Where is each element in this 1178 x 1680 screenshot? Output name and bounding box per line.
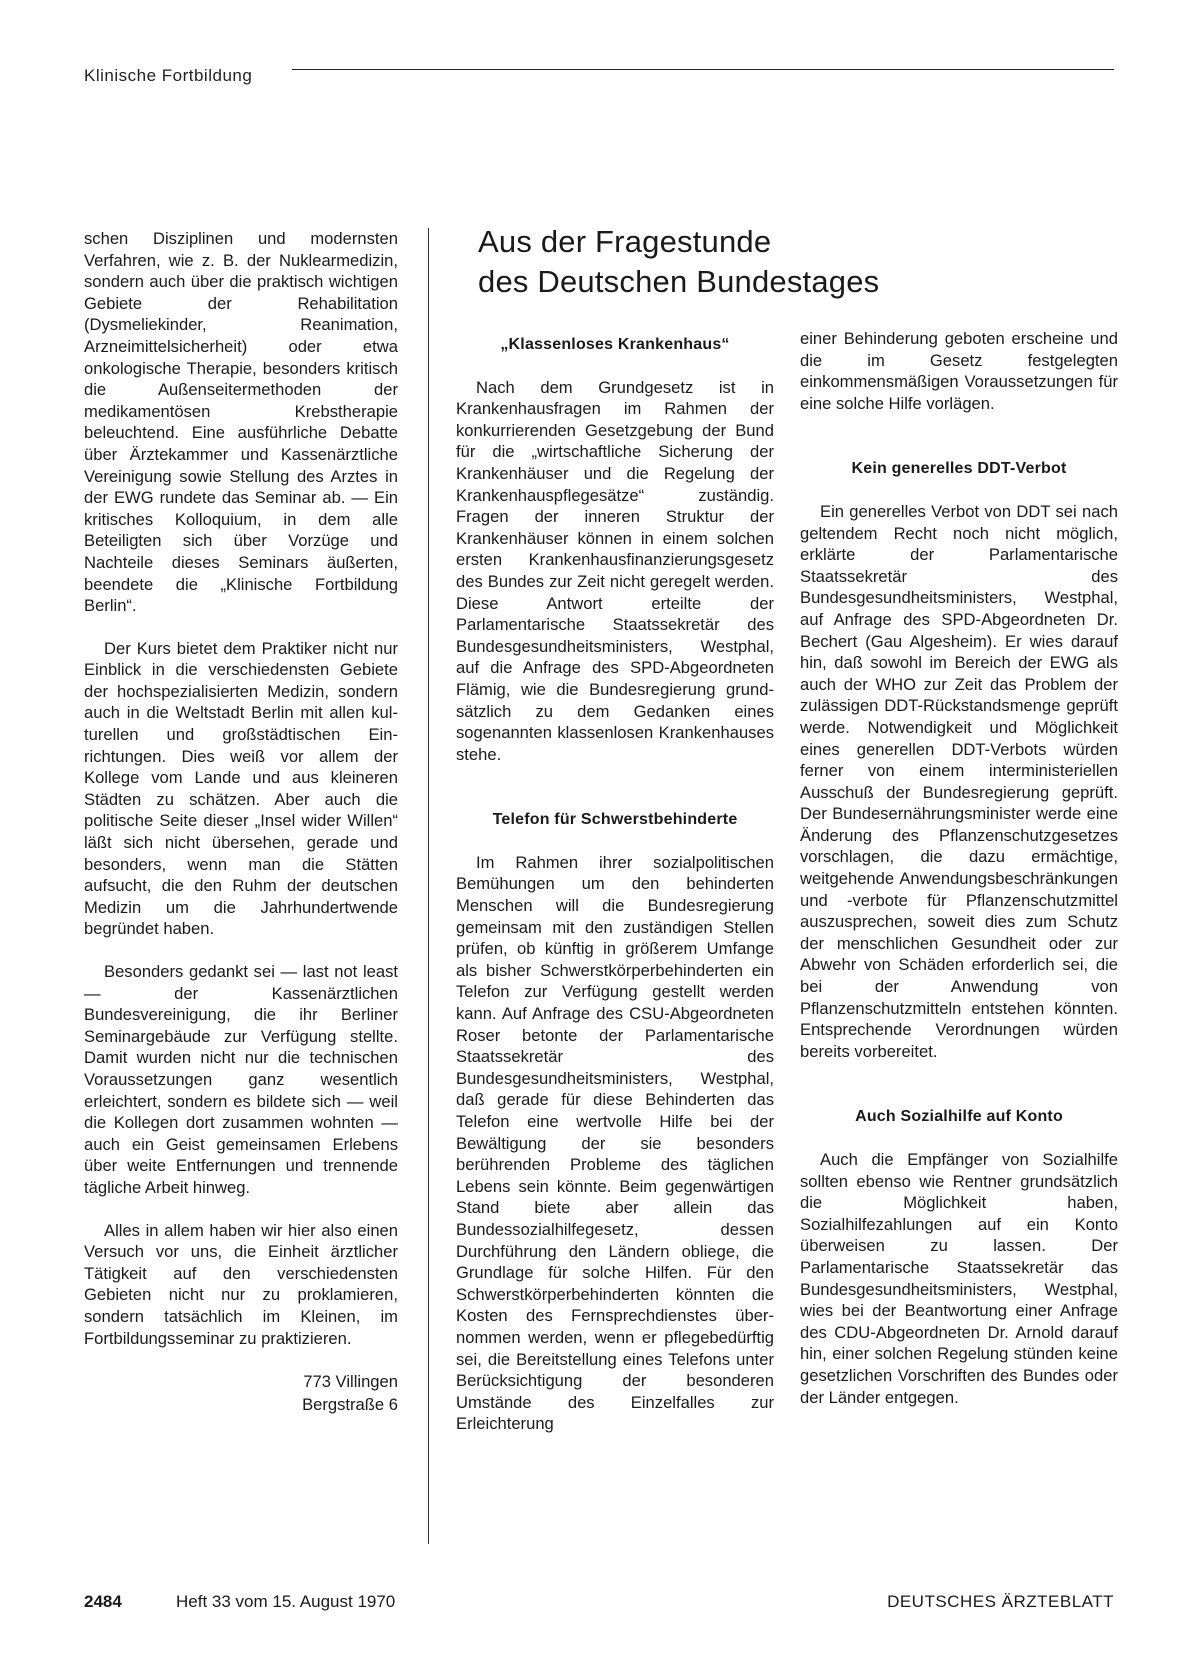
middle-column [456,334,774,1435]
paragraph: Nach dem Grundgesetz ist in Krankenhausfragen im Rahmen der konkurrierenden Gesetzgebung der Bund für die „wirtschaftliche Sicherung der Krankenhäuser und die Regelung der Krankenhauspflegesätze“ zuständig. Fragen der inneren Struktur der Krankenhäuser können in einem solchen ersten Krankenhausfinanzierungsgesetz des Bundes zur Zeit nicht geregelt werden. Diese Antwort erteilte der Parlamentarische Staatssekretär des Bundesgesundheitsministers, Westphal, auf die Anfrage des SPD-Abgeordneten Flämig, wie die Bundesregierung grundsätzlich zu dem Gedanken eines sogenannten klassenlosen Krankenhauses stehe. [456,377,774,764]
address-line: 773 Villingen [303,1372,398,1392]
article-title-line: Aus der Fragestunde [478,224,772,259]
article-title [478,222,879,302]
right-column [800,328,1118,1408]
paragraph: Besonders gedankt sei — last not least — der Kassenärztlichen Bundesvereinigung, die ihr Berliner Seminargebäude zur Verfügung stellte. Damit wurden nicht nur die technischen Voraussetzungen ganz wesentlich erleichtert, sondern es bildete sich — weil die Kollegen dort zusammen wohnten — auch ein Geist gemeinsamen Erlebens über weite Entfernungen und trennende tägliche Arbeit hinweg. [84,962,398,1197]
section-heading: „Klassenloses Krankenhaus“ [500,336,730,353]
paragraph-continued: einer Behinderung geboten erscheine und die im Gesetz festgelegten einkommensmäßigen Voraussetzungen für eine solche Hilfe vorlägen. [800,329,1118,413]
journal-name: DEUTSCHES ÄRZTEBLATT [887,1592,1114,1611]
paragraph: schen Disziplinen und modernsten Verfahren, wie z. B. der Nuklearmedizin, sondern auch über die praktisch wichtigen Gebiete der Rehabilitation (Dysmeliekinder, Reanimation, Arzneimittelsicherheit) oder etwa onkologische Therapie, besonders kritisch die Außenseitermethoden der medikamentösen Krebstherapie beleuchtend. Eine ausführliche Debatte über Ärztekammer und Kassenärztliche Vereinigung sowie Stellung des Arztes in der EWG rundete das Seminar ab. — Ein kritisches Kolloquium, in dem alle Beteiligten sich über Vorzüge und Nachteile dieses Seminars äußerten, beendete die „Klinische Fortbildung Berlin“. [84,229,398,616]
paragraph: Im Rahmen ihrer sozialpolitischen Bemühungen um den behinderten Menschen will die Bundesregierung gemeinsam mit den zuständigen Stellen prüfen, ob künftig in größerem Umfange als bisher Schwerstkörperbehinderten ein Telefon zur Verfügung gestellt werden kann. Auf Anfrage des CSU-Abgeordneten Roser betonte der Parlamentarische Staatssekretär des Bundesgesundheitsministers, Westphal, daß gerade für diese Behinderten das Telefon eine wertvolle Hilfe bei der Bewältigung der sie besonders berührenden Probleme des täglichen Lebens sein könnte. Beim gegenwärtigen Stand biete aber allein das Bundessozialhilfegesetz, dessen Durchführung den Ländern obliege, die Grundlage für solche Hilfen. Für den Schwerstkörperbehinderten könnten die Kosten des Fernsprechdienstes übernommen werden, wenn er pflegebedürftig sei, die Bereitstellung eines Telefons unter Berücksichtigung der besonderen Umstände des Einzelfalles zur Erleichterung [456,852,774,1434]
column-divider [428,228,429,1544]
section-heading: Kein generelles DDT-Verbot [851,460,1067,478]
address-line: Bergstraße 6 [302,1395,398,1415]
page-number: 2484 [84,1592,122,1611]
paragraph: Alles in allem haben wir hier also einen Versuch vor uns, die Einheit ärztlicher Tätigkeit auf den verschiedensten Gebieten nicht nur zu proklamieren, sondern tatsächlich im Kleinen, im Fortbildungsseminar zu praktizieren. [84,1220,398,1348]
section-heading: Auch Sozialhilfe auf Konto [855,1108,1063,1126]
paragraph: Der Kurs bietet dem Praktiker nicht nur Einblick in die verschiedensten Gebiete der hochspezialisierten Medizin, sondern auch in die Weltstadt Berlin mit allen kulturellen und großstädtischen Einrichtungen. Dies weiß vor allem der Kollege vom Lande und aus kleineren Städten zu schätzen. Aber auch die politische Seite dieser „Insel wider Willen“ läßt sich nicht übersehen, gerade und besonders, wenn man die Stätten aufsucht, die den Ruhm der deutschen Medizin um die Jahrhundertwende begründet haben. [84,638,398,939]
left-column [84,228,398,1416]
header-rule [292,69,1114,70]
paragraph: Auch die Empfänger von Sozialhilfe sollten ebenso wie Rentner grundsätzlich die Möglichkeit haben, Sozialhilfezahlungen auf ein Konto überweisen zu lassen. Der Parlamentarische Staatssekretär das Bundesgesundheitsministers, Westphal, wies bei der Beantwortung einer Anfrage des CDU-Abgeordneten Dr. Arnold darauf hin, einer solchen Regelung stünden keine gesetzlichen Vorschriften des Bundes oder der Länder entgegen. [800,1150,1118,1407]
article-title-line: des Deutschen Bundestages [478,264,880,299]
running-header-section: Klinische Fortbildung [84,66,253,85]
author-address [84,1370,398,1416]
section-heading: Telefon für Schwerstbehinderte [492,811,738,829]
issue-info: Heft 33 vom 15. August 1970 [176,1592,396,1611]
paragraph: Ein generelles Verbot von DDT sei nach geltendem Recht noch nicht möglich, erklärte der Parlamentarische Staatssekretär des Bundesgesundheitsministers, Westphal, auf Anfrage des SPD-Abgeordneten Dr. Bechert (Gau Algesheim). Er wies darauf hin, daß sowohl im Bereich der EWG als auch der WHO zur Zeit das Problem der zulässigen DDT-Rückstandsmenge geprüft werde. Notwendigkeit und Möglichkeit eines generellen DDT-Verbots würden ferner von einem interministeriellen Ausschuß der Bundesregierung geprüft. Der Bundesernährungsminister werde eine Änderung des Pflanzenschutzgesetzes vorschlagen, die dazu ermächtige, weitgehende Anwendungsbeschränkungen und -verbote für Pflanzenschutzmittel auszusprechen, soweit dies zum Schutz der menschlichen Gesundheit oder zur Abwehr von Schäden erforderlich sei, die bei der Anwendung von Pflanzenschutzmitteln entstehen könnten. Entsprechende Verordnungen würden bereits vorbereitet. [800,501,1118,1061]
